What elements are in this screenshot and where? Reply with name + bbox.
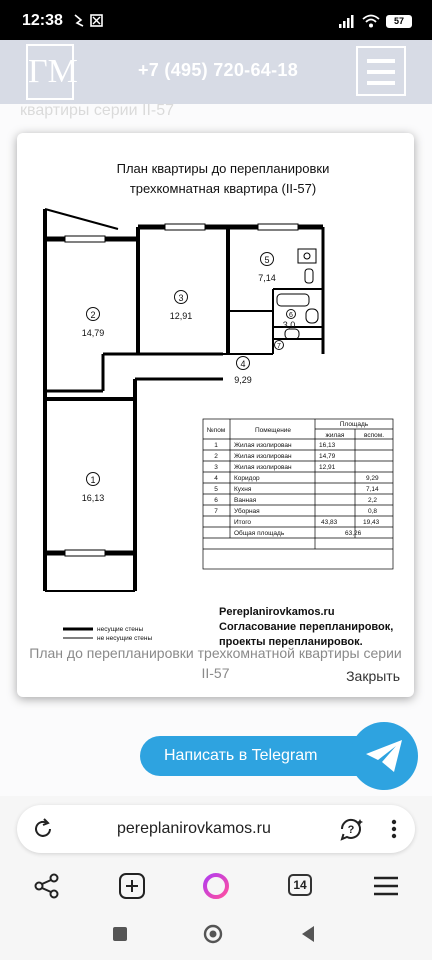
signal-icon <box>338 14 356 28</box>
table-row-name: Жилая изолирован <box>234 442 292 449</box>
plan-title-line2: трехкомнатная квартира (II-57) <box>129 181 317 196</box>
table-row-aux: 2,2 <box>368 497 378 504</box>
table-header-aux: вспом. <box>363 432 385 439</box>
room-2-area: 14,79 <box>81 328 105 338</box>
table-header-room: Помещение <box>254 427 292 434</box>
share-icon[interactable] <box>33 872 61 900</box>
menu-icon[interactable] <box>372 872 400 900</box>
status-bar <box>0 0 432 40</box>
legend-nonbearing: не несущие стены <box>97 635 153 642</box>
table-row-name: Ванная <box>234 497 257 504</box>
table-row-aux: 9,29 <box>366 475 379 482</box>
room-7-num: 7 <box>277 343 281 350</box>
url-text[interactable]: pereplanirovkamos.ru <box>117 820 271 837</box>
home-icon[interactable] <box>203 924 223 944</box>
table-row-living: 16,13 <box>319 442 336 449</box>
modal-caption: План до перепланировки трехкомнатной квартиры серии II-57 <box>29 645 402 681</box>
table-grand-total: 63,26 <box>345 530 362 537</box>
table-header-living: жилая <box>325 432 345 439</box>
telegram-icon[interactable] <box>350 722 418 790</box>
room-1-area: 16,13 <box>81 493 105 503</box>
table-row-name: Кухня <box>234 486 252 493</box>
plan-tagline1: Согласование перепланировок, <box>219 621 394 633</box>
status-right <box>338 12 412 30</box>
plan-site-info <box>219 606 393 648</box>
table-row-name: Жилая изолирован <box>234 464 292 471</box>
stop-icon[interactable] <box>112 926 128 942</box>
browser-address-area <box>0 796 432 864</box>
table-row-aux: 0,8 <box>368 508 378 515</box>
table-row-living: 12,91 <box>319 464 336 471</box>
image-modal <box>17 133 414 697</box>
room-1-num: 1 <box>90 475 96 485</box>
notification-icons <box>72 12 108 31</box>
reload-icon[interactable] <box>31 817 55 841</box>
room-6-area: 3,0 <box>282 320 296 330</box>
wifi-icon <box>362 14 380 28</box>
new-tab-icon[interactable] <box>118 872 146 900</box>
table-row-living: 14,79 <box>319 453 336 460</box>
svg-text:?: ? <box>347 824 355 836</box>
plan-tagline2: проекты перепланировок. <box>219 636 363 648</box>
notification-icon <box>72 12 108 28</box>
table-row-num: 7 <box>214 508 218 515</box>
more-vert-icon[interactable] <box>389 817 399 841</box>
alice-icon[interactable] <box>202 872 230 900</box>
area-table <box>203 419 393 569</box>
plan-legend <box>63 626 152 642</box>
tabs-count: 14 <box>288 874 312 896</box>
close-button[interactable]: Закрыть <box>346 668 400 684</box>
table-row-num: 5 <box>214 486 218 493</box>
table-row-num: 6 <box>214 497 218 504</box>
plan-site-name: Pereplanirovkamos.ru <box>219 606 335 618</box>
room-4-area: 9,29 <box>234 375 252 385</box>
legend-bearing: несущие стены <box>97 626 144 633</box>
room-6-num: 6 <box>289 312 293 319</box>
room-5-num: 5 <box>264 255 270 265</box>
battery-icon: 57 <box>386 15 412 28</box>
table-row-num: 3 <box>214 464 218 471</box>
table-row-name: Уборная <box>234 508 260 515</box>
table-row-name: Коридор <box>234 475 260 482</box>
tabs-icon[interactable] <box>288 872 316 900</box>
room-5-area: 7,14 <box>258 273 276 283</box>
table-total-living: 43,83 <box>321 519 338 526</box>
table-header-area: Площадь <box>339 421 369 428</box>
room-2-num: 2 <box>90 310 96 320</box>
room-3-num: 3 <box>178 293 184 303</box>
table-total-label: Итого <box>234 519 252 526</box>
floor-plan-image <box>23 139 408 649</box>
table-row-name: Жилая изолирован <box>234 453 292 460</box>
room-4-num: 4 <box>240 359 246 369</box>
system-nav-bar <box>0 908 432 960</box>
table-row-num: 2 <box>214 453 218 460</box>
telegram-button[interactable]: Написать в Telegram <box>140 736 380 776</box>
table-row-aux: 7,14 <box>366 486 379 493</box>
plan-title-line1: План квартиры до перепланировки <box>116 161 330 176</box>
address-bar[interactable] <box>17 805 415 853</box>
table-row-num: 1 <box>214 442 218 449</box>
browser-toolbar <box>0 864 432 908</box>
table-total-aux: 19,43 <box>363 519 380 526</box>
table-row-num: 4 <box>214 475 218 482</box>
question-answer-icon[interactable] <box>339 817 365 841</box>
status-time: 12:38 <box>22 12 63 29</box>
table-grand-label: Общая площадь <box>234 530 285 537</box>
back-icon[interactable] <box>300 925 316 943</box>
room-3-area: 12,91 <box>169 311 193 321</box>
table-header-num: №пом <box>206 427 226 434</box>
